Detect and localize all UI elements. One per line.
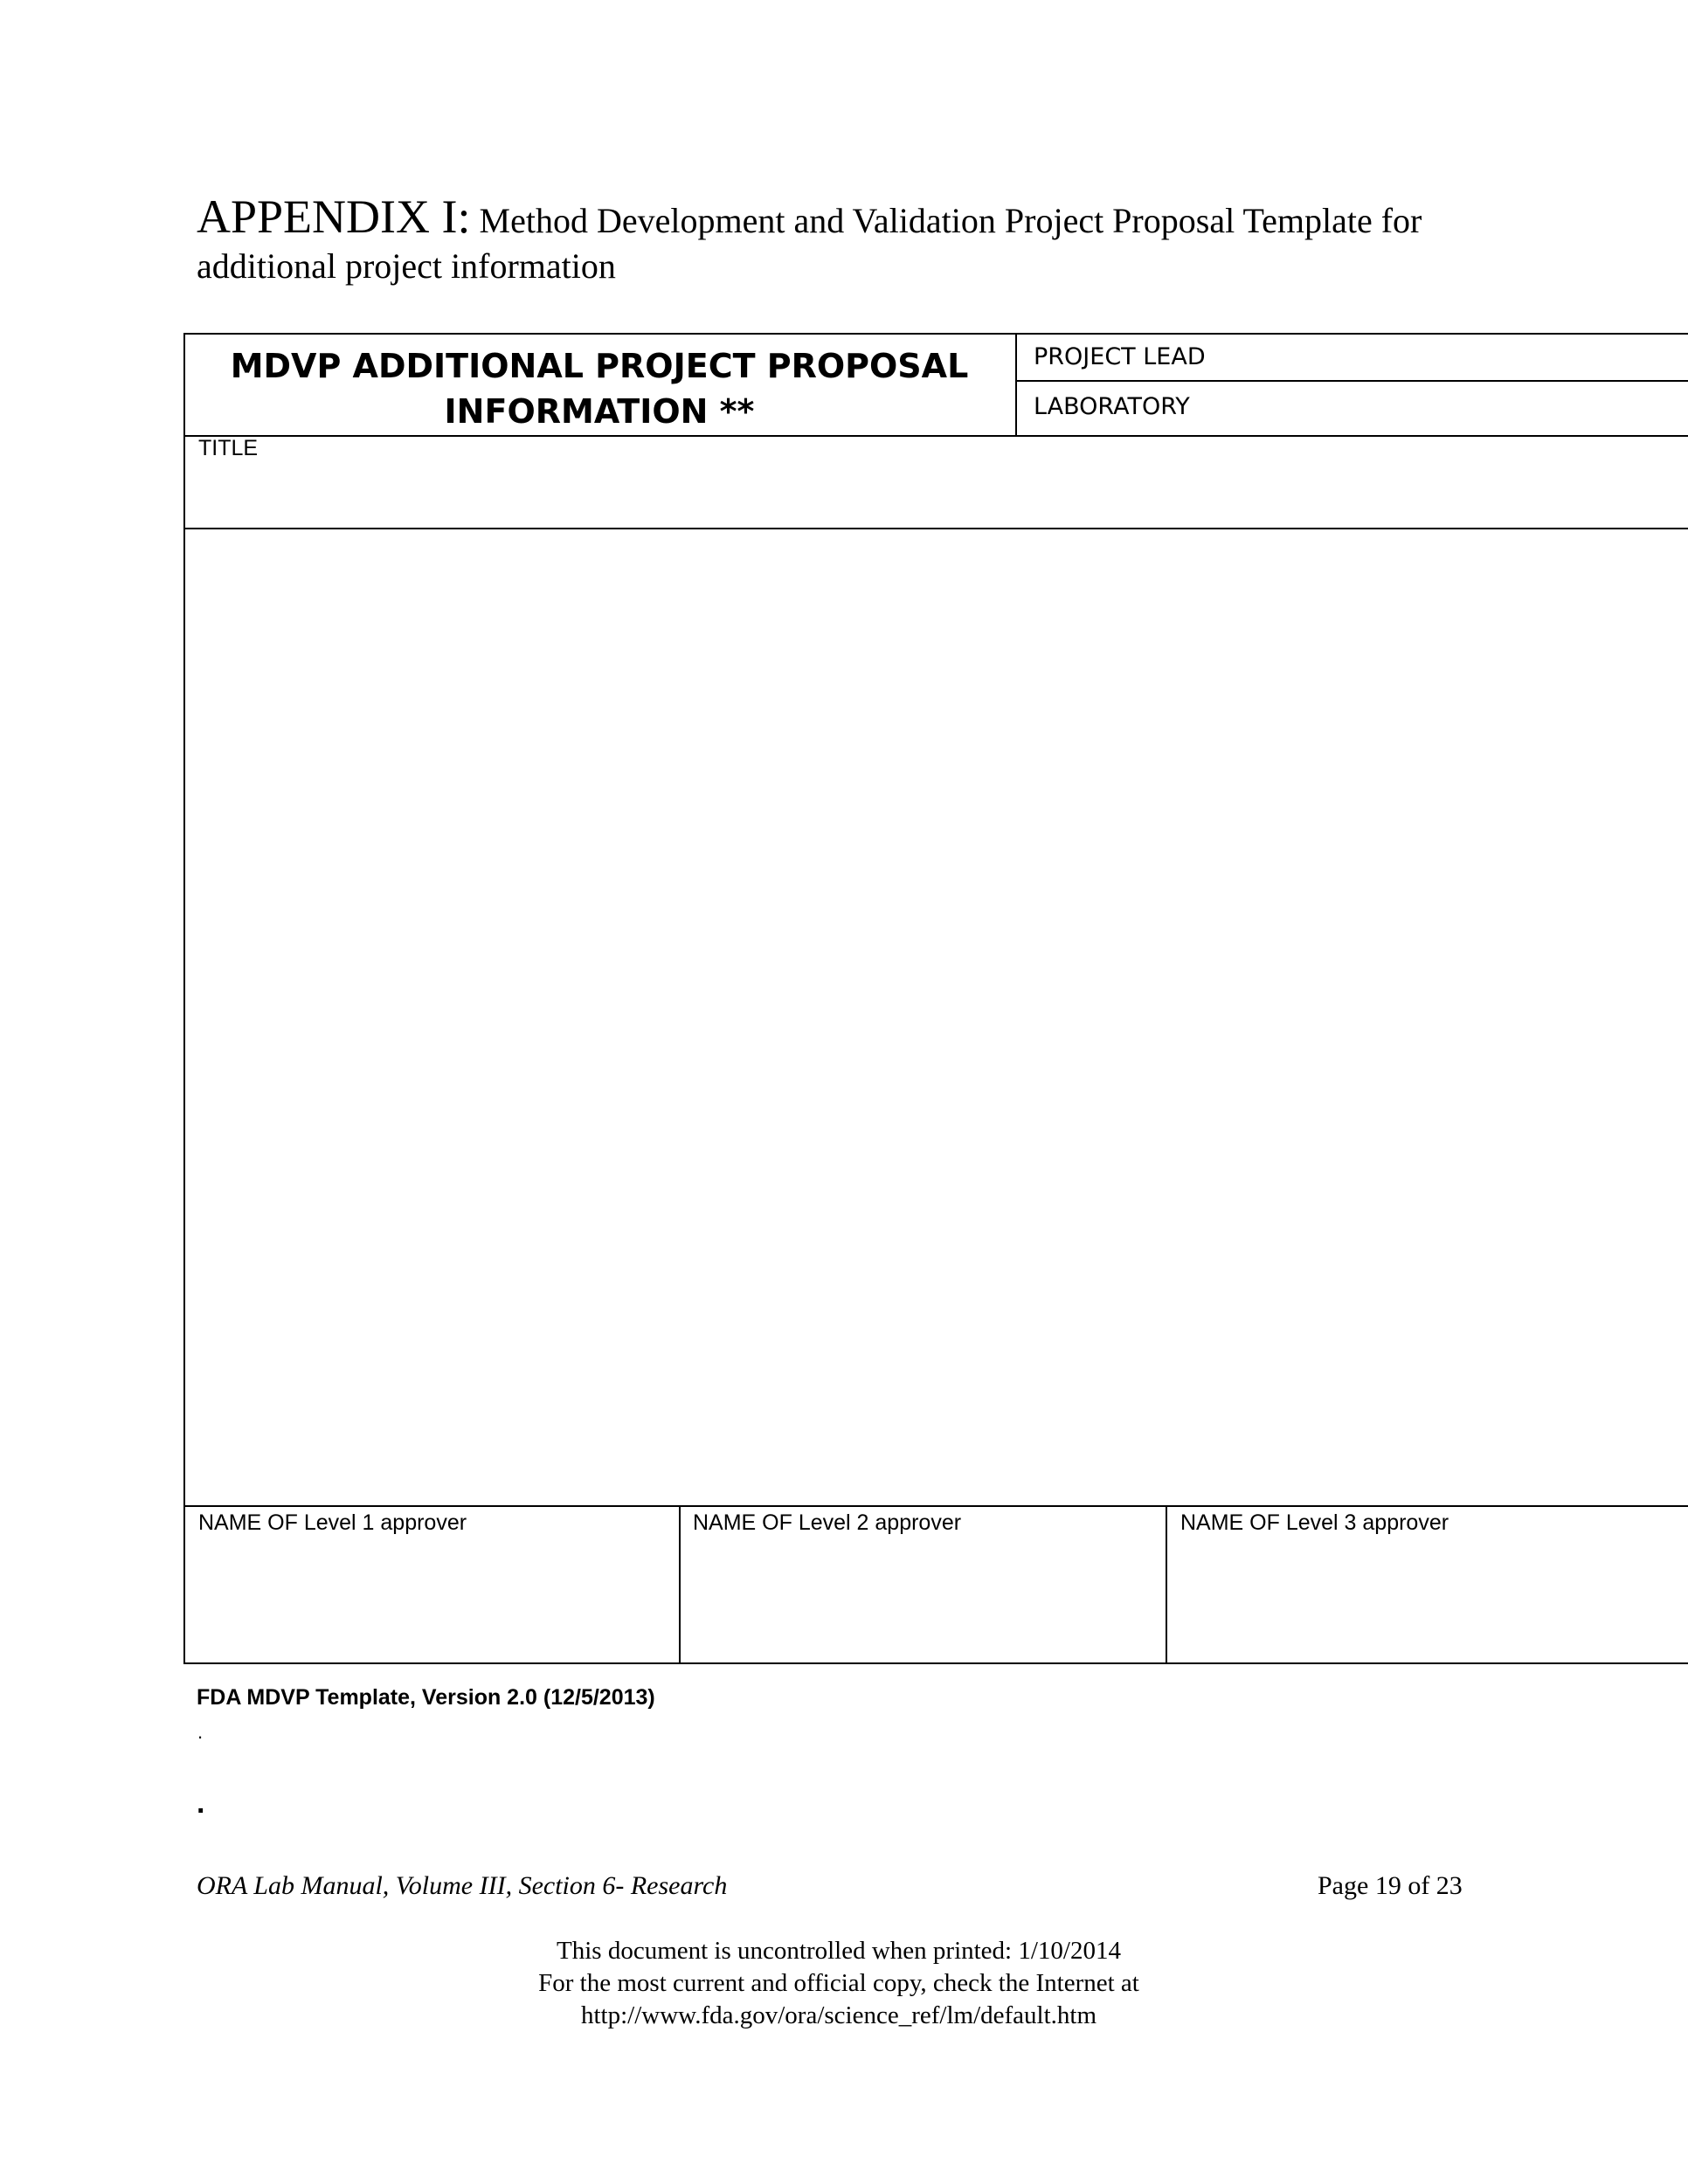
title-field[interactable]: TITLE	[198, 436, 259, 460]
footer-notice-url[interactable]: http://www.fda.gov/ora/science_ref/lm/default.htm	[580, 2001, 1097, 2029]
appendix-number: APPENDIX I:	[197, 190, 471, 243]
appendix-title: Method Development and Validation Project Proposal Template for additional project information	[197, 201, 1422, 286]
header-divider-vertical	[1015, 333, 1017, 435]
footer-notice	[489, 1935, 1188, 2032]
footer-manual-reference: ORA Lab Manual, Volume III, Section 6- Research	[197, 1871, 728, 1900]
proposal-form	[183, 333, 1688, 1664]
form-title-line-2: INFORMATION **	[444, 392, 755, 431]
level-3-approver-field[interactable]: NAME OF Level 3 approver	[1180, 1510, 1449, 1535]
header-bottom-border	[183, 435, 1688, 437]
project-lead-divider	[1015, 380, 1688, 382]
approver-divider-1	[679, 1505, 681, 1664]
form-top-border	[183, 333, 1688, 335]
project-lead-field[interactable]: PROJECT LEAD	[1034, 343, 1206, 370]
form-bottom-border	[183, 1662, 1688, 1664]
small-dot: .	[197, 1721, 204, 1743]
bold-dot: .	[197, 1787, 205, 1820]
footer-notice-line-2: For the most current and official copy, check the Internet at	[538, 1969, 1139, 1997]
footer-page-number: Page 19 of 23	[1318, 1871, 1463, 1900]
level-1-approver-field[interactable]: NAME OF Level 1 approver	[198, 1510, 467, 1535]
level-2-approver-field[interactable]: NAME OF Level 2 approver	[693, 1510, 962, 1535]
footer-notice-line-1: This document is uncontrolled when printed: 1/10/2014	[557, 1937, 1121, 1965]
title-bottom-border	[183, 528, 1688, 529]
form-left-border	[183, 333, 185, 1664]
approvers-top-border	[183, 1505, 1688, 1507]
form-title	[183, 343, 1015, 434]
form-title-line-1: MDVP ADDITIONAL PROJECT PROPOSAL	[230, 347, 969, 385]
appendix-heading	[197, 190, 1560, 289]
approver-divider-2	[1166, 1505, 1167, 1664]
laboratory-field[interactable]: LABORATORY	[1034, 393, 1190, 420]
template-version: FDA MDVP Template, Version 2.0 (12/5/2013)	[197, 1685, 655, 1710]
